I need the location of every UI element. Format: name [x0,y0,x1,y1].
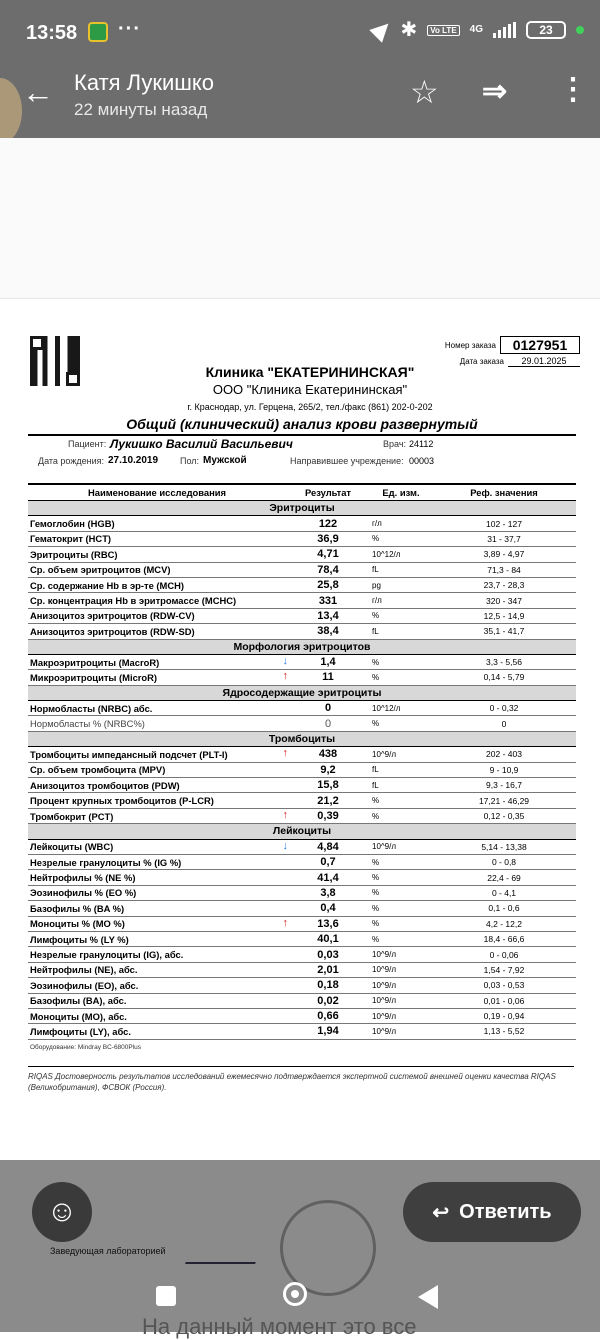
status-time: 13:58 [26,22,78,44]
arrow-up-icon: ↑ [282,808,288,821]
system-icons [373,20,584,40]
test-name [28,808,286,823]
table-row [28,1024,576,1039]
table-row [28,962,576,977]
section-title: Лейкоциты [28,824,576,839]
test-name [28,762,286,777]
section-title: Тромбоциты [28,731,576,746]
test-name [28,993,286,1008]
test-name [28,577,286,592]
reference-range: 0,19 - 0,94 [432,1008,576,1023]
result-value: 0 [286,716,370,731]
arrow-down-icon: ↓ [282,654,288,667]
test-name-text: Нейтрофилы (NE), абс. [30,964,138,976]
network-type: 4G [469,24,483,35]
reference-range: 12,5 - 14,9 [432,608,576,623]
dob-value: 27.10.2019 [108,455,159,466]
reference-range: 0 - 0,06 [432,947,576,962]
reference-range: 71,3 - 84 [432,562,576,577]
order-date: 29.01.2025 [508,356,580,367]
test-name-text: Лимфоциты % (LY %) [30,933,129,945]
patient-label: Пациент: [68,439,107,449]
test-name [28,978,286,993]
table-row [28,516,576,531]
result-value: 78,4 [286,562,370,577]
result-value: 0 [286,701,370,716]
result-value: 0,66 [286,1008,370,1023]
test-name [28,547,286,562]
result-value: 13,6 [286,916,370,931]
star-icon[interactable]: ☆ [410,74,439,110]
reference-range: 320 - 347 [432,593,576,608]
table-row [28,562,576,577]
result-value: 1,4 [286,654,370,669]
equipment-note: Оборудование: Mindray BC-6800Plus [30,1044,142,1051]
result-value: 331 [286,593,370,608]
sender-name: Катя Лукишко [74,70,215,95]
location-icon [369,17,394,42]
reference-range: 23,7 - 28,3 [432,577,576,592]
volte-icon: Vo LTE [427,25,459,36]
table-row [28,1008,576,1023]
table-header [28,484,576,501]
table-row [28,808,576,823]
patient-name: Лукишко Василий Васильевич [110,437,293,451]
table-row [28,701,576,716]
quality-footnote: RIQAS Достоверность результатов исследований ежемесячно подтверждается экспертной системой внешней оценки качества RIQAS (Великобритания), ФСВОК (Россия). [28,1066,574,1093]
col-unit-header: Ед. изм. [370,484,432,501]
table-row [28,670,576,685]
col-name-header: Наименование исследования [28,484,286,501]
reference-range: 1,13 - 5,52 [432,1024,576,1039]
table-row [28,547,576,562]
result-value: 438 [286,747,370,762]
reference-range: 17,21 - 46,29 [432,793,576,808]
section-row [28,731,576,746]
back-arrow-icon[interactable]: ← [22,74,54,110]
image-padding [0,138,600,299]
signal-icon [493,22,516,38]
order-number-label: Номер заказа [444,340,496,350]
test-name [28,962,286,977]
reference-range: 202 - 403 [432,747,576,762]
unit-value: 10^9/л [370,962,432,977]
test-name [28,516,286,531]
test-name [28,931,286,946]
table-row [28,531,576,546]
doctor-id: 24112 [409,439,434,449]
test-name-text: Эозинофилы % (EO %) [30,887,137,899]
clinic-organization: ООО "Клиника Екатерининская" [212,382,408,397]
reference-range: 31 - 37,7 [432,531,576,546]
table-row [28,885,576,900]
test-name-text: Эозинофилы (EO), абс. [30,979,139,991]
test-name [28,701,286,716]
add-reaction-button[interactable] [32,1182,92,1242]
unit-value: % [370,716,432,731]
unit-value: fL [370,762,432,777]
test-name [28,947,286,962]
clinic-name: Клиника "ЕКАТЕРИНИНСКАЯ" [205,364,415,380]
order-date-label: Дата заказа [459,357,504,366]
table-row [28,993,576,1008]
unit-value: % [370,885,432,900]
table-row [28,870,576,885]
result-value: 122 [286,516,370,531]
sex-label: Пол: [180,456,200,466]
reference-range: 0 - 0,8 [432,854,576,869]
status-bar [0,0,600,64]
test-name [28,854,286,869]
test-name-text: Ср. содержание Hb в эр-те (MCH) [30,579,185,591]
unit-value: 10^9/л [370,1008,432,1023]
section-row [28,639,576,654]
unit-value: % [370,531,432,546]
result-value: 25,8 [286,577,370,592]
test-name-text: Нормобласты (NRBC) абс. [30,702,153,714]
test-name [28,608,286,623]
result-value: 13,4 [286,608,370,623]
reference-range: 22,4 - 69 [432,870,576,885]
reference-range: 0,12 - 0,35 [432,808,576,823]
test-name-text: Моноциты (MO), абс. [30,1010,127,1022]
test-name-text: Анизоцитоз тромбоцитов (PDW) [30,779,180,791]
result-value: 41,4 [286,870,370,885]
table-row [28,716,576,731]
results-table [28,483,576,1040]
test-name [28,624,286,639]
test-name [28,531,286,546]
result-value: 4,84 [286,839,370,854]
test-name [28,793,286,808]
reference-range: 102 - 127 [432,516,576,531]
table-row [28,577,576,592]
unit-value: 10^9/л [370,1024,432,1039]
test-name-text: Анизоцитоз эритроцитов (RDW-SD) [30,625,195,637]
test-name-text: Макроэритроциты (MacroR) [30,656,160,668]
unit-value: г/л [370,516,432,531]
more-options-icon[interactable]: ⋮ [558,73,588,106]
section-title: Морфология эритроцитов [28,639,576,654]
unit-value: 10^9/л [370,747,432,762]
test-name [28,716,286,731]
result-value: 0,03 [286,947,370,962]
result-value: 0,7 [286,854,370,869]
test-name-text: Ср. концентрация Hb в эритромассе (MCHC) [30,595,237,607]
unit-value: % [370,916,432,931]
test-name-text: Ср. объем эритроцитов (MCV) [30,564,171,576]
arrow-up-icon: ↑ [282,670,288,683]
result-value: 1,94 [286,1024,370,1039]
clinic-address: г. Краснодар, ул. Герцена, 265/2, тел./факс (861) 202-0-202 [187,402,433,412]
test-name-text: Ср. объем тромбоцита (MPV) [30,764,166,776]
unit-value: % [370,670,432,685]
reference-range: 9,3 - 16,7 [432,778,576,793]
test-name-text: Процент крупных тромбоцитов (P-LCR) [30,795,214,807]
test-name-text: Тромбоциты импедансный подсчет (PLT-I) [30,748,228,760]
test-name [28,778,286,793]
unit-value: % [370,808,432,823]
viewer-app-bar [0,64,600,138]
privacy-indicator-icon [576,26,584,34]
test-name-text: Лейкоциты (WBC) [30,841,114,853]
result-value: 0,02 [286,993,370,1008]
reference-range: 0,03 - 0,53 [432,978,576,993]
reference-range: 0,14 - 5,79 [432,670,576,685]
unit-value: 10^9/л [370,993,432,1008]
unit-value: % [370,931,432,946]
result-value: 2,01 [286,962,370,977]
test-name-text: Тромбокрит (PCT) [30,810,114,822]
result-value: 38,4 [286,624,370,639]
battery-icon: 23 [526,21,566,39]
test-name-text: Базофилы % (BA %) [30,902,125,914]
doctor-label: Врач: [383,439,407,449]
test-name [28,747,286,762]
table-row [28,747,576,762]
test-name [28,654,286,669]
test-name [28,870,286,885]
test-name-text: Микроэритроциты (MicroR) [30,671,158,683]
unit-value: fL [370,562,432,577]
test-name [28,670,286,685]
qr-code [30,336,80,386]
test-name-text: Гематокрит (HCT) [30,533,112,545]
test-name [28,839,286,854]
test-name-text: Гемоглобин (HGB) [30,518,115,530]
reference-range: 5,14 - 13,38 [432,839,576,854]
table-row [28,931,576,946]
unit-value: 10^9/л [370,839,432,854]
section-row [28,685,576,700]
reference-range: 9 - 10,9 [432,762,576,777]
test-name-text: Нейтрофилы % (NE %) [30,872,136,884]
result-value: 9,2 [286,762,370,777]
test-name [28,916,286,931]
clinic-header [120,364,500,412]
unit-value: 10^12/л [370,701,432,716]
reference-range: 18,4 - 66,6 [432,931,576,946]
table-row [28,839,576,854]
unit-value: pg [370,577,432,592]
table-row [28,854,576,869]
home-icon[interactable] [283,1282,307,1306]
table-row [28,608,576,623]
test-name [28,1008,286,1023]
document-title: Общий (клинический) анализ крови развернутый [28,416,576,436]
reference-range: 0 - 4,1 [432,885,576,900]
unit-value: % [370,854,432,869]
unit-value: % [370,793,432,808]
result-value: 15,8 [286,778,370,793]
reply-label: Ответить [459,1200,552,1223]
unit-value: г/л [370,593,432,608]
test-name [28,1024,286,1039]
section-title: Эритроциты [28,501,576,516]
test-name [28,901,286,916]
table-row [28,901,576,916]
section-row [28,501,576,516]
reference-range: 0 [432,716,576,731]
unit-value: % [370,608,432,623]
reference-range: 35,1 - 41,7 [432,624,576,639]
table-row [28,978,576,993]
test-name-text: Базофилы (BA), абс. [30,995,127,1007]
arrow-down-icon: ↓ [282,839,288,852]
table-row [28,654,576,669]
forward-icon[interactable]: ⇒ [482,75,508,108]
reference-range: 4,2 - 12,2 [432,916,576,931]
arrow-up-icon: ↑ [282,916,288,929]
recent-apps-icon[interactable] [156,1286,176,1306]
result-value: 21,2 [286,793,370,808]
test-name [28,593,286,608]
unit-value: % [370,870,432,885]
table-row [28,762,576,777]
emoji-add-icon: ☺ [46,1195,78,1228]
reference-range: 0,1 - 0,6 [432,901,576,916]
table-row [28,778,576,793]
test-name-text: Незрелые гранулоциты % (IG %) [30,856,182,868]
table-row [28,793,576,808]
unit-value: % [370,901,432,916]
test-name-text: Моноциты % (MO %) [30,918,125,930]
unit-value: % [370,654,432,669]
table-row [28,593,576,608]
result-value: 3,8 [286,885,370,900]
unit-value: 10^9/л [370,978,432,993]
reference-range: 0 - 0,32 [432,701,576,716]
test-name [28,562,286,577]
referral-value: 00003 [409,456,435,466]
result-value: 4,71 [286,547,370,562]
arrow-up-icon: ↑ [282,747,288,760]
cut-off-caption: На данный момент это все [142,1314,417,1339]
col-ref-header: Реф. значения [432,484,576,501]
section-title: Ядросодержащие эритроциты [28,685,576,700]
patient-info [28,437,576,469]
table-row [28,947,576,962]
result-value: 0,18 [286,978,370,993]
sex-value: Мужской [203,455,247,466]
table-row [28,916,576,931]
reply-button[interactable] [403,1182,581,1242]
order-number: 0127951 [500,336,580,354]
unit-value: 10^9/л [370,947,432,962]
unit-value: fL [370,778,432,793]
reference-range: 1,54 - 7,92 [432,962,576,977]
test-name-text: Эритроциты (RBC) [30,548,118,560]
col-result-header: Результат [286,484,370,501]
lab-head-signature-label: Заведующая лабораторией [50,1246,166,1256]
test-name-text: Нормобласты % (NRBC%) [30,718,145,730]
test-name-text: Анизоцитоз эритроцитов (RDW-CV) [30,610,195,622]
reference-range: 0,01 - 0,06 [432,993,576,1008]
result-value: 11 [286,670,370,685]
section-row [28,824,576,839]
test-name-text: Незрелые гранулоциты (IG), абс. [30,949,184,961]
result-value: 0,4 [286,901,370,916]
signature-mark [185,1226,269,1264]
reference-range: 3,89 - 4,97 [432,547,576,562]
result-value: 0,39 [286,808,370,823]
more-notifications-icon: ··· [118,18,141,40]
table-row [28,624,576,639]
unit-value: 10^12/л [370,547,432,562]
test-name [28,885,286,900]
bluetooth-icon: ✱ [400,19,418,41]
app-notification-icon [88,22,108,42]
sent-time: 22 минуты назад [74,100,208,119]
nav-back-icon[interactable] [418,1285,438,1309]
result-value: 36,9 [286,531,370,546]
reference-range: 3,3 - 5,56 [432,654,576,669]
test-name-text: Лимфоциты (LY), абс. [30,1025,131,1037]
referral-label: Направившее учреждение: [290,456,404,466]
unit-value: fL [370,624,432,639]
reply-arrow-icon: ↩ [432,1201,450,1224]
result-value: 40,1 [286,931,370,946]
dob-label: Дата рождения: [38,456,104,466]
